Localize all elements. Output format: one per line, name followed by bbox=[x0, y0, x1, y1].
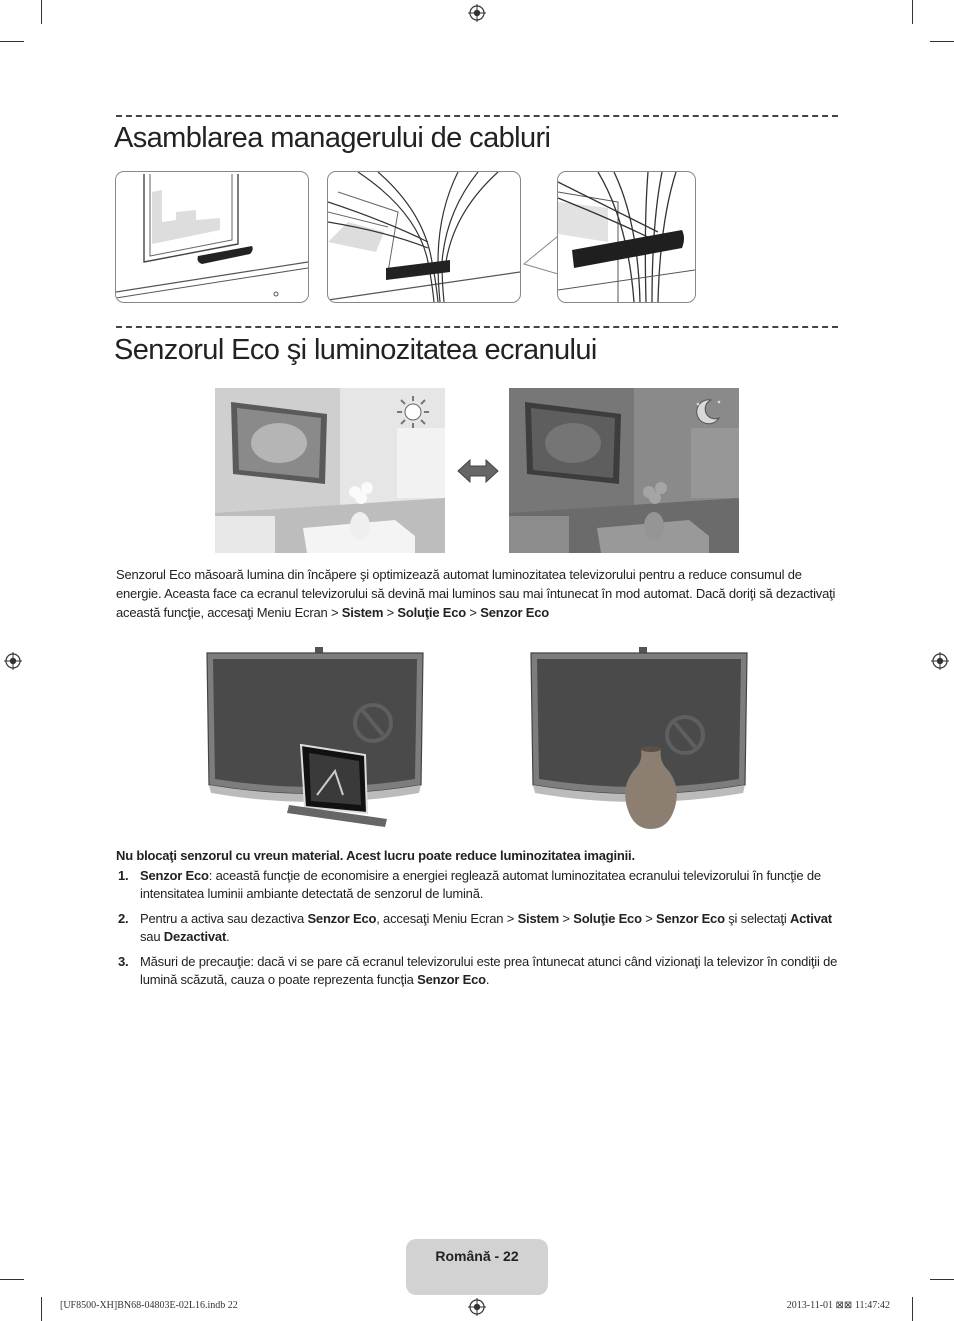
warning-text: Nu blocaţi senzorul cu vreun material. Acest lucru poate reduce luminozitatea imaginii. bbox=[116, 848, 635, 863]
crop-mark bbox=[912, 1297, 913, 1321]
bold-term: Dezactivat bbox=[163, 929, 227, 944]
menu-separator: > bbox=[383, 605, 398, 620]
item-text: şi selectaţi bbox=[724, 911, 790, 926]
moon-icon bbox=[689, 394, 725, 430]
item-text: Măsuri de precauţie: dacă vi se pare că ecranul televizorului este prea întunecat atunci când vizionaţi la televizor în condiţii de lumină scăzută, cauza o poate reprezenta funcţia bbox=[140, 954, 838, 987]
crop-mark bbox=[930, 1279, 954, 1280]
crop-mark bbox=[41, 1297, 42, 1321]
crop-mark bbox=[0, 41, 24, 42]
item-text: . bbox=[485, 972, 490, 987]
menu-path-sistem: Sistem bbox=[341, 605, 384, 620]
section-title-eco-sensor: Senzorul Eco şi luminozitatea ecranului bbox=[114, 334, 597, 366]
menu-path-senzor-eco: Senzor Eco bbox=[480, 605, 550, 620]
bold-term: Senzor Eco bbox=[656, 911, 725, 926]
bold-term: Senzor Eco bbox=[417, 972, 486, 987]
bright-room-photo bbox=[215, 388, 445, 553]
crop-mark bbox=[912, 0, 913, 24]
list-item bbox=[116, 953, 838, 989]
menu-path-solutie-eco: Soluţie Eco bbox=[397, 605, 467, 620]
double-arrow-icon bbox=[456, 458, 500, 484]
cable-manager-step-1-illustration bbox=[115, 171, 309, 303]
item-text: sau bbox=[140, 929, 164, 944]
tv-blocked-by-vase-illustration bbox=[529, 645, 749, 830]
item-text: , accesaţi Meniu Ecran > bbox=[376, 911, 518, 926]
registration-mark-icon bbox=[468, 4, 486, 22]
bold-term: Senzor Eco bbox=[140, 868, 209, 883]
item-text: > bbox=[559, 911, 574, 926]
crop-mark bbox=[41, 0, 42, 24]
item-text: > bbox=[641, 911, 657, 926]
bold-term: Sistem bbox=[517, 911, 559, 926]
item-text: . bbox=[226, 929, 230, 944]
section-divider bbox=[116, 115, 838, 117]
section-title-cable-manager: Asamblarea managerului de cabluri bbox=[114, 122, 551, 154]
item-text: Pentru a activa sau dezactiva bbox=[140, 911, 308, 926]
zoom-callout-connector bbox=[520, 230, 560, 280]
bold-term: Soluţie Eco bbox=[573, 911, 642, 926]
page-number: Română - 22 bbox=[435, 1248, 519, 1264]
sun-icon bbox=[395, 394, 431, 430]
eco-sensor-list bbox=[116, 867, 838, 996]
eco-sensor-description bbox=[116, 565, 838, 622]
list-item bbox=[116, 910, 838, 946]
registration-mark-icon bbox=[468, 1298, 486, 1316]
footer-timestamp: 2013-11-01 ⊠⊠ 11:47:42 bbox=[786, 1300, 890, 1311]
list-number: 3. bbox=[118, 954, 129, 969]
bold-term: Activat bbox=[789, 911, 832, 926]
list-number: 1. bbox=[118, 868, 129, 883]
menu-separator: > bbox=[466, 605, 481, 620]
section-divider bbox=[116, 326, 838, 328]
bold-term: Senzor Eco bbox=[307, 911, 377, 926]
dark-room-photo bbox=[509, 388, 739, 553]
cable-manager-detail-illustration bbox=[557, 171, 696, 303]
list-number: 2. bbox=[118, 911, 129, 926]
registration-mark-icon bbox=[4, 652, 22, 670]
page-number-badge bbox=[406, 1239, 548, 1295]
item-text: : această funcţie de economisire a energiei reglează automat luminozitatea ecranului televizorului în funcţie de intensitatea luminii ambiante detectată de senzorul de lumină. bbox=[140, 868, 821, 901]
tv-blocked-by-frame-illustration bbox=[205, 645, 425, 830]
registration-mark-icon bbox=[931, 652, 949, 670]
crop-mark bbox=[930, 41, 954, 42]
description-text: Senzorul Eco măsoară lumina din încăpere şi optimizează automat luminozitatea televizorului pentru a reduce consumul de energie. Aceasta face ca ecranul televizorului să devină mai luminos sau mai întunecat în mod automat. Dacă doriţi să dezactivaţi această funcţie, accesaţi Meniu Ecran > bbox=[116, 567, 836, 620]
crop-mark bbox=[0, 1279, 24, 1280]
footer-file-info: [UF8500-XH]BN68-04803E-02L16.indb 22 bbox=[60, 1300, 238, 1311]
cable-manager-step-2-illustration bbox=[327, 171, 521, 303]
list-item bbox=[116, 867, 838, 903]
